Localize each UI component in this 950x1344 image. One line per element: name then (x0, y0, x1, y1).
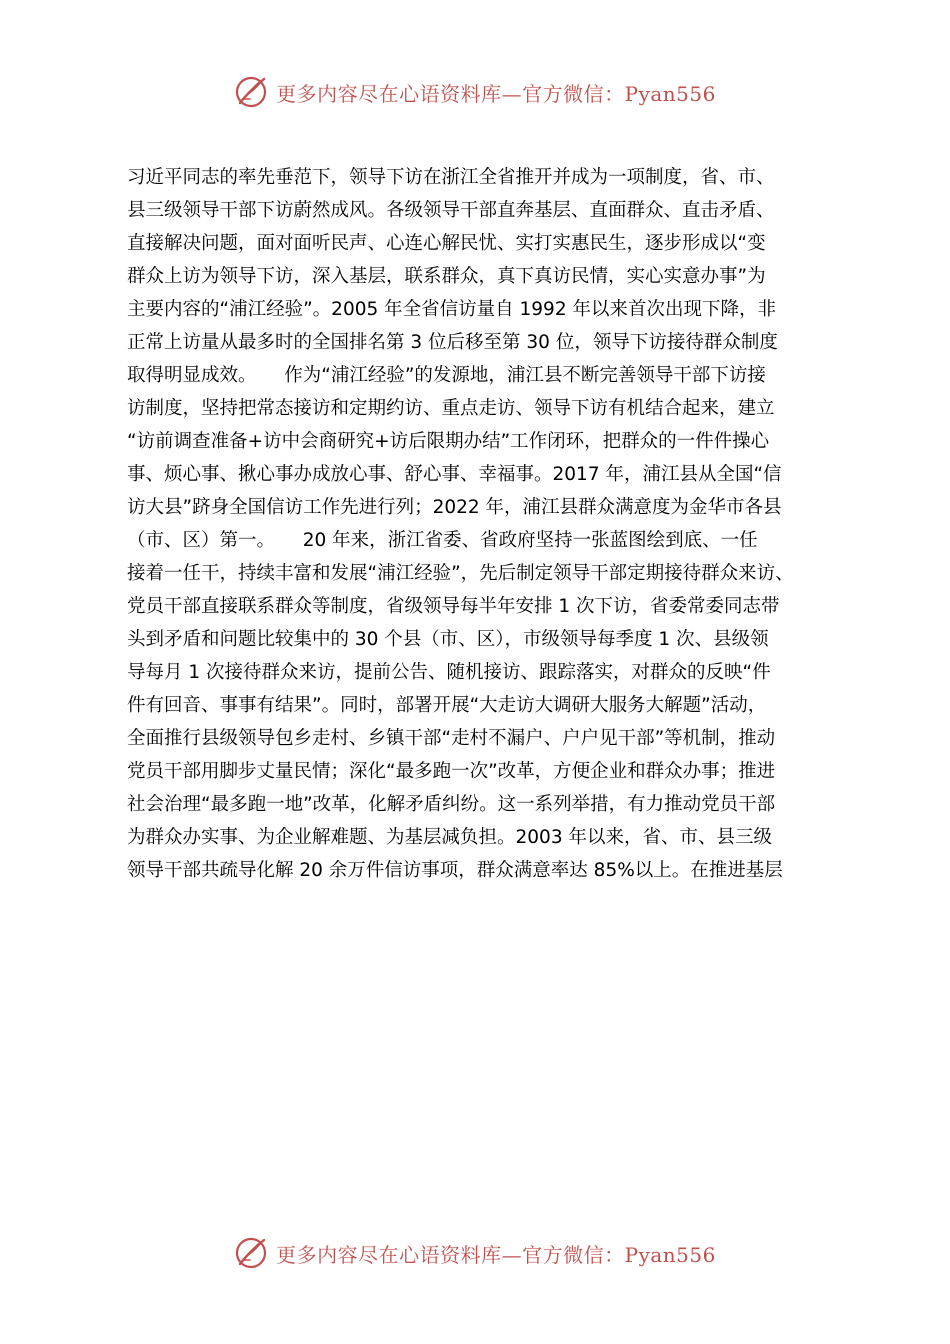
body-line: 群众上访为领导下访，深入基层，联系群众，真下真访民情，实心实意办事”为 (127, 266, 766, 287)
footer-banner-text: 更多内容尽在心语资料库—官方微信：Pyan556 (276, 1242, 716, 1267)
body-line: 头到矛盾和问题比较集中的 30 个县（市、区），市级领导每季度 1 次、县级领 (127, 629, 769, 650)
header-banner-text: 更多内容尽在心语资料库—官方微信：Pyan556 (276, 81, 716, 106)
quill-logo-icon (234, 1236, 268, 1270)
body-line: 为群众办实事、为企业解难题、为基层减负担。2003 年以来，省、市、县三级 (127, 827, 772, 848)
body-line: 取得明显成效。 作为“浦江经验”的发源地，浦江县不断完善领导干部下访接 (127, 365, 766, 386)
document-body (127, 161, 837, 887)
body-line: 导每月 1 次接待群众来访，提前公告、随机接访、跟踪落实，对群众的反映“件 (127, 662, 771, 683)
body-line: 领导干部共疏导化解 20 余万件信访事项，群众满意率达 85%以上。在推进基层 (127, 860, 783, 881)
footer-banner (0, 1231, 950, 1275)
body-line: 全面推行县级领导包乡走村、乡镇干部“走村不漏户、户户见干部”等机制，推动 (127, 728, 776, 749)
body-line: 正常上访量从最多时的全国排名第 3 位后移至第 30 位，领导下访接待群众制度 (127, 332, 778, 353)
body-line: “访前调查准备+访中会商研究+访后限期办结”工作闭环，把群众的一件件操心 (127, 431, 770, 452)
body-line: 党员干部直接联系群众等制度，省级领导每半年安排 1 次下访，省委常委同志带 (127, 596, 780, 617)
body-line: 习近平同志的率先垂范下，领导下访在浙江全省推开并成为一项制度，省、市、 (127, 167, 775, 188)
body-line: 直接解决问题，面对面听民声、心连心解民忧、实打实惠民生，逐步形成以“变 (127, 233, 766, 254)
body-line: 县三级领导干部下访蔚然成风。各级领导干部直奔基层、直面群众、直击矛盾、 (127, 200, 775, 221)
body-line: 社会治理“最多跑一地”改革，化解矛盾纠纷。这一系列举措，有力推动党员干部 (127, 794, 776, 815)
body-line: 事、烦心事、揪心事办成放心事、舒心事、幸福事。2017 年，浦江县从全国“信 (127, 464, 782, 485)
quill-logo-icon (234, 75, 268, 109)
body-line: 主要内容的“浦江经验”。2005 年全省信访量自 1992 年以来首次出现下降，非 (127, 299, 776, 320)
body-line: 访制度，坚持把常态接访和定期约访、重点走访、领导下访有机结合起来，建立 (127, 398, 775, 419)
body-line: 访大县”跻身全国信访工作先进行列；2022 年，浦江县群众满意度为金华市各县 (127, 497, 782, 518)
body-line: （市、区）第一。 20 年来，浙江省委、省政府坚持一张蓝图绘到底、一任 (127, 530, 758, 551)
body-line: 党员干部用脚步丈量民情；深化“最多跑一次”改革，方便企业和群众办事；推进 (127, 761, 776, 782)
header-banner (0, 70, 950, 114)
body-line: 件有回音、事事有结果”。同时，部署开展“大走访大调研大服务大解题”活动， (127, 695, 767, 716)
body-line: 接着一任干，持续丰富和发展“浦江经验”，先后制定领导干部定期接待群众来访、 (127, 563, 794, 584)
